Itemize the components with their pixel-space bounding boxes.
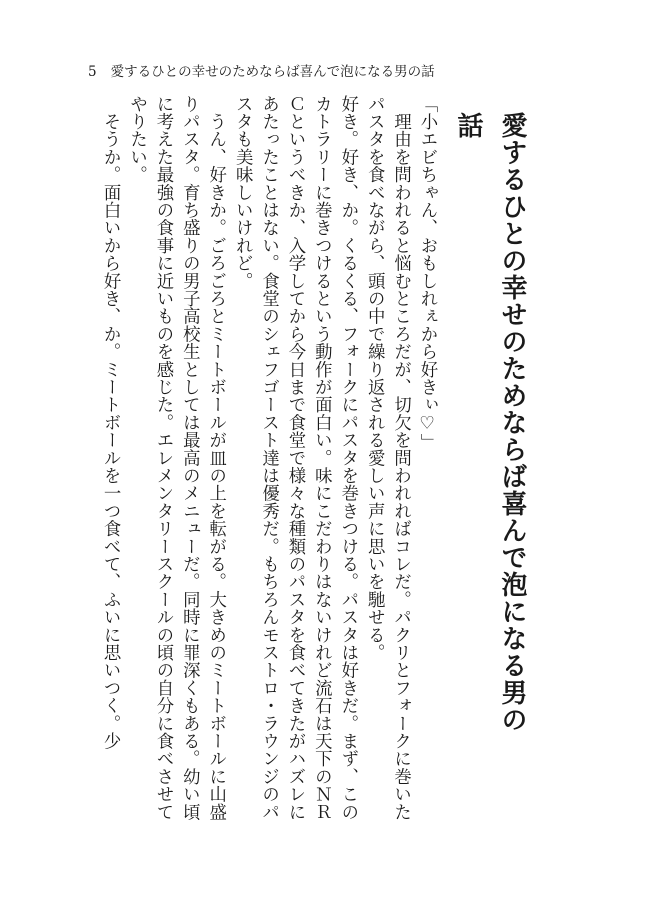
running-header: [88, 61, 435, 83]
body-text: [96, 95, 440, 835]
page-number: 5: [88, 64, 97, 80]
paragraph: 「小エビちゃん、おもしれぇから好きぃ♡」: [417, 95, 437, 452]
running-title: 愛するひとの幸せのためならば喜んで泡になる男の話: [110, 64, 435, 80]
chapter-title: 愛するひとの幸せのためならば喜んで泡になる男の話: [453, 112, 527, 733]
paragraph: 好き。好き、か。くるくる、フォークにパスタを巻きつける。パスタは好きだ。まず、このカトラリーに巻きつけるという動作が面白い。味にこだわりはないけれど流石は天下のＮＲＣというべきか、入学してから今日まで食堂で様々な種類のパスタを食べてきたがハズレにあたったことはない。食堂のシェフゴースト達は優秀だ。もちろんモストロ・ラウンジのパスタも美味しいけれど。: [232, 95, 358, 821]
paragraph: 理由を問われると悩むところだが、切欠を問われればコレだ。パクリとフォークに巻いたパスタを食べながら、頭の中で繰り返される愛しい声に思いを馳せる。: [364, 95, 411, 821]
paragraph: うん、好きか。ごろごろとミートボールが皿の上を転がる。大きめのミートボールに山盛りパスタ。育ち盛りの男子高校生としては最高のメニューだ。同時に罪深くもある。幼い頃に考えた最強の食事に近いものを感じた。エレメンタリースクールの頃の自分に食べさせてやりたい。: [126, 95, 226, 821]
paragraph: そうか。面白いから好き、か。ミートボールを一つ食べて、ふいに思いつく。少: [100, 95, 121, 750]
